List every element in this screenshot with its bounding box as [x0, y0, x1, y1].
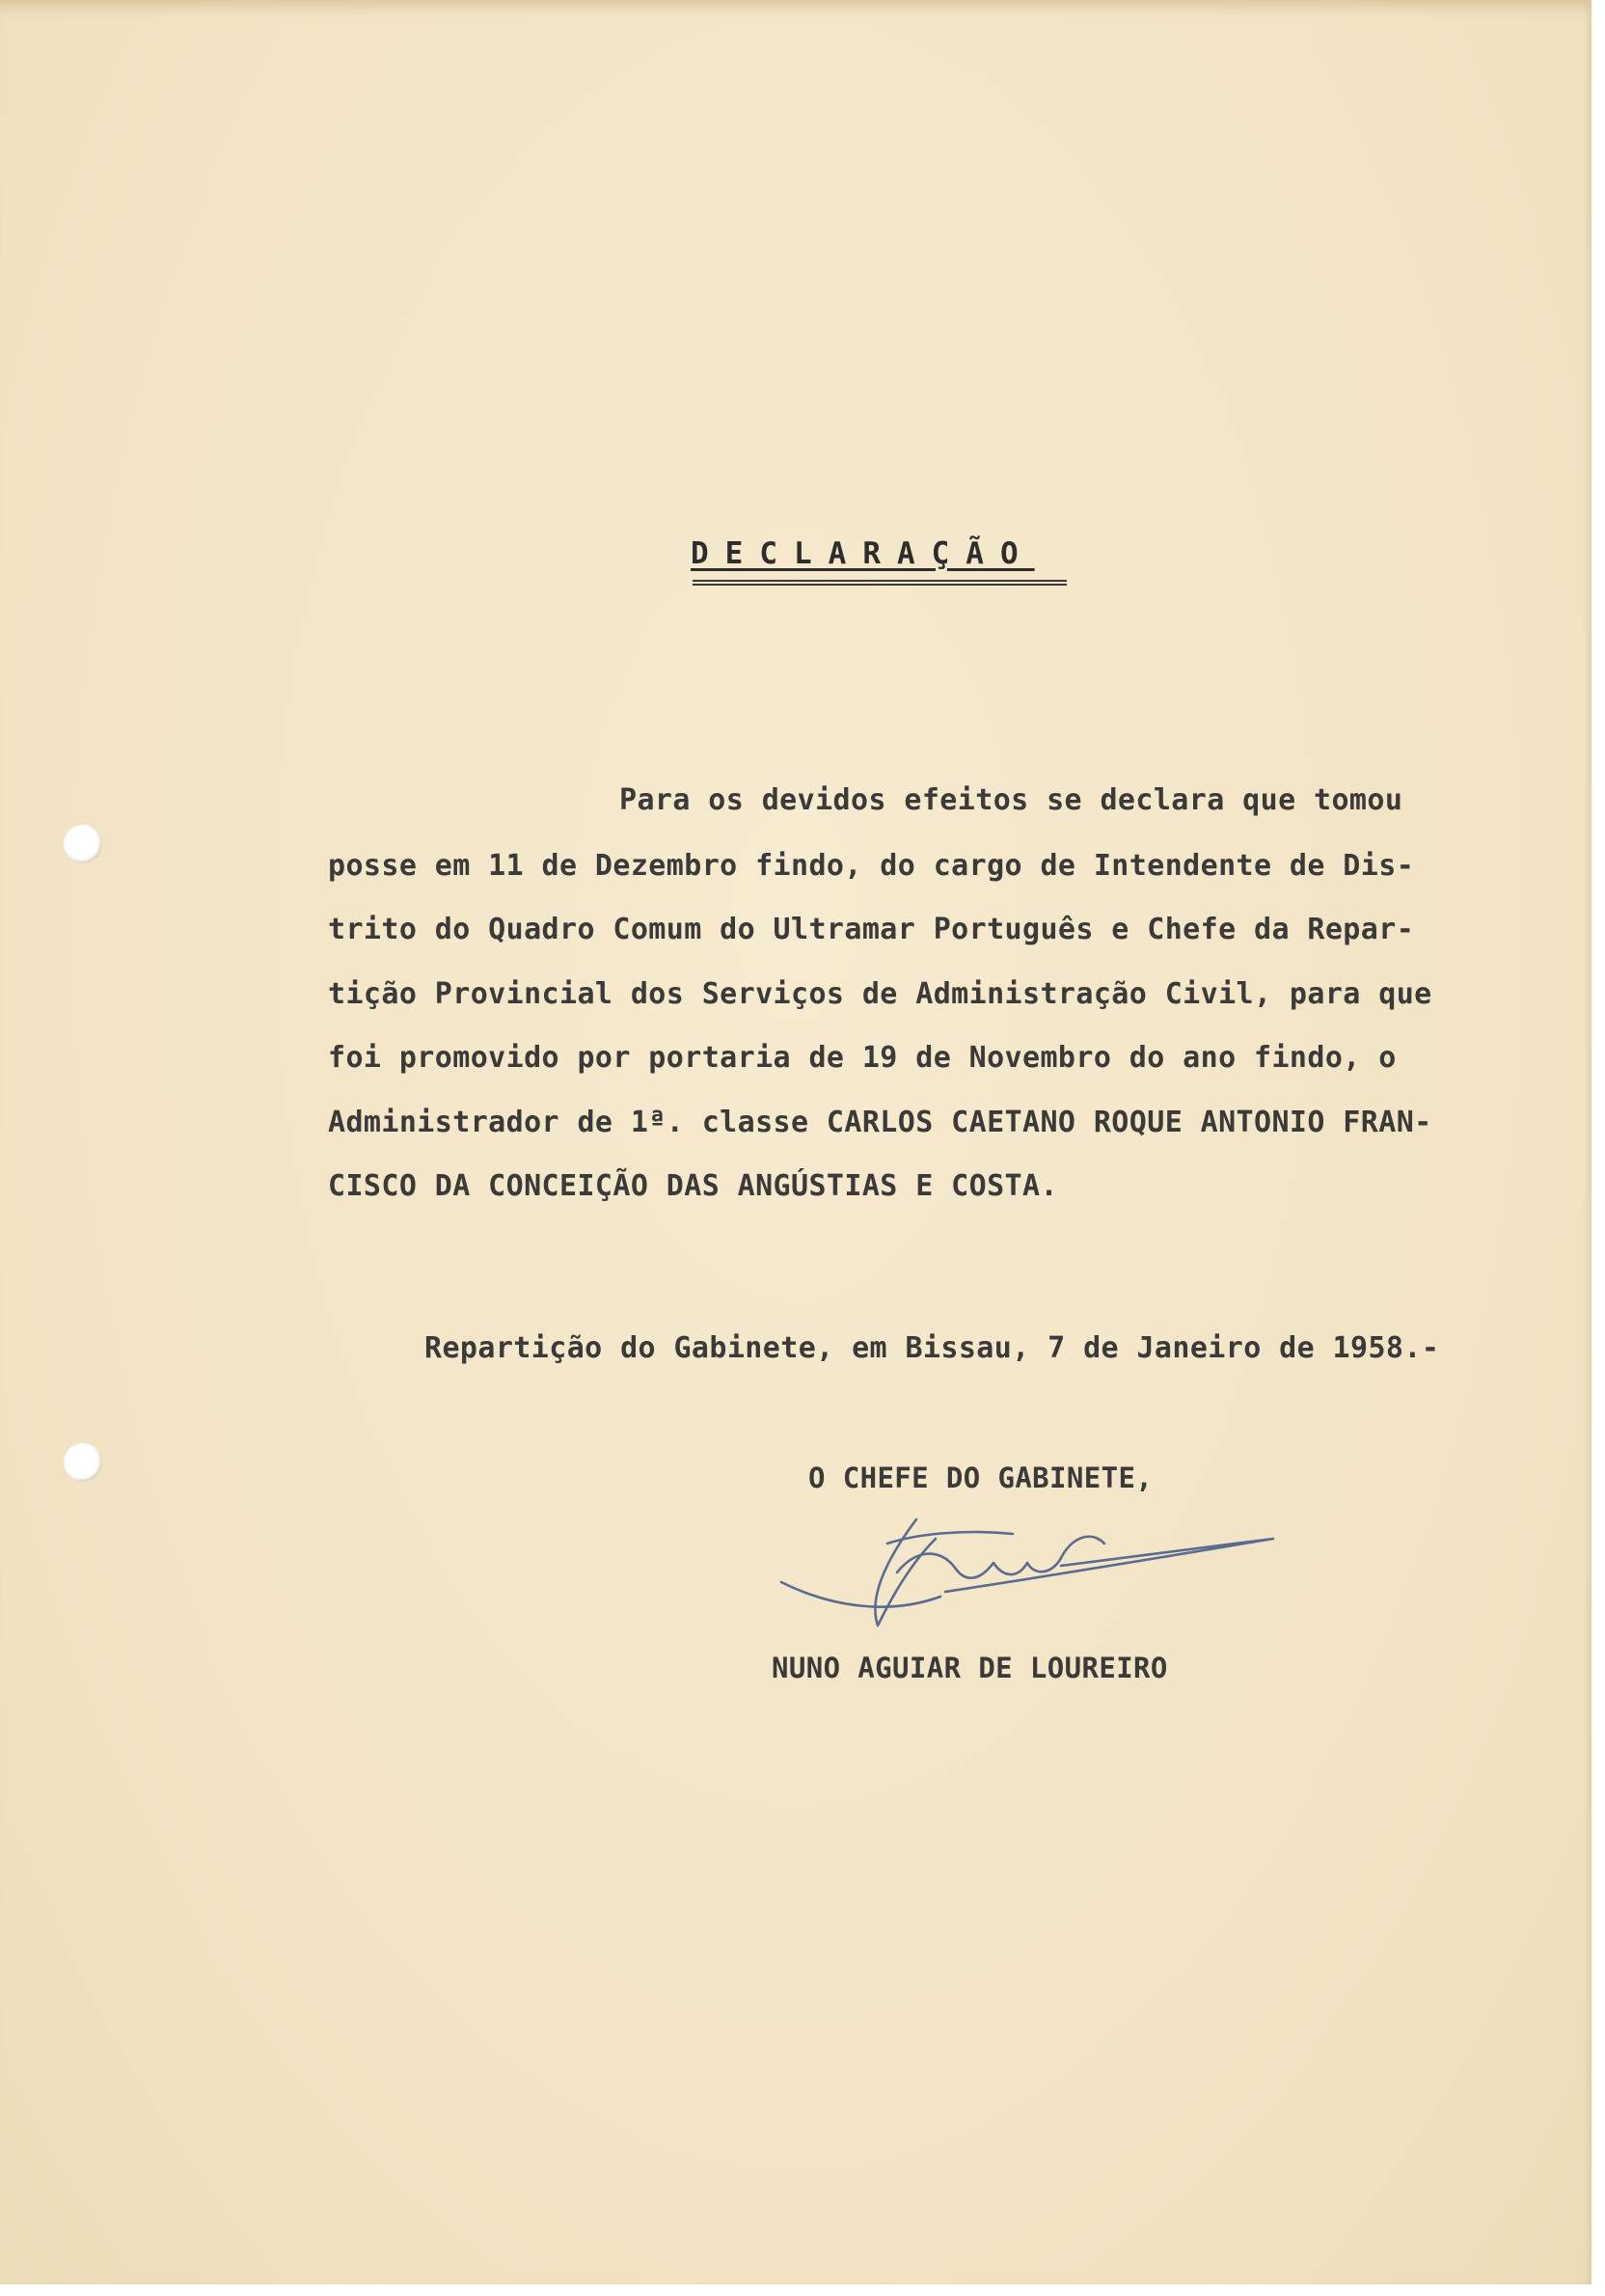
signature-stroke: [897, 1554, 1061, 1578]
handwritten-signature: [772, 1490, 1292, 1645]
place-and-date: Repartição do Gabinete, em Bissau, 7 de Janeiro de 1958.-: [424, 1331, 1440, 1365]
signatory-name: NUNO AGUIAR DE LOUREIRO: [772, 1652, 1168, 1684]
signature-stroke: [781, 1582, 940, 1607]
signatory-title: O CHEFE DO GABINETE,: [808, 1462, 1154, 1494]
body-line: posse em 11 de Dezembro findo, do cargo de Intendente de Dis-: [328, 849, 1415, 883]
body-line: trito do Quadro Comum do Ultramar Português e Chefe da Repar-: [328, 913, 1415, 946]
body-line: Para os devidos efeitos se declara que tomou: [619, 783, 1403, 817]
document-title: DECLARAÇÃO: [691, 536, 1035, 571]
body-line: foi promovido por portaria de 19 de Novembro do ano findo, o: [328, 1041, 1397, 1075]
body-line: tição Provincial dos Serviços de Administração Civil, para que: [328, 977, 1432, 1011]
body-line: Administrador de 1ª. classe CARLOS CAETANO ROQUE ANTONIO FRAN-: [328, 1106, 1432, 1139]
title-double-underline: [693, 580, 1067, 586]
body-line: CISCO DA CONCEIÇÃO DAS ANGÚSTIAS E COSTA.: [328, 1169, 1058, 1203]
signature-stroke: [1061, 1537, 1104, 1558]
